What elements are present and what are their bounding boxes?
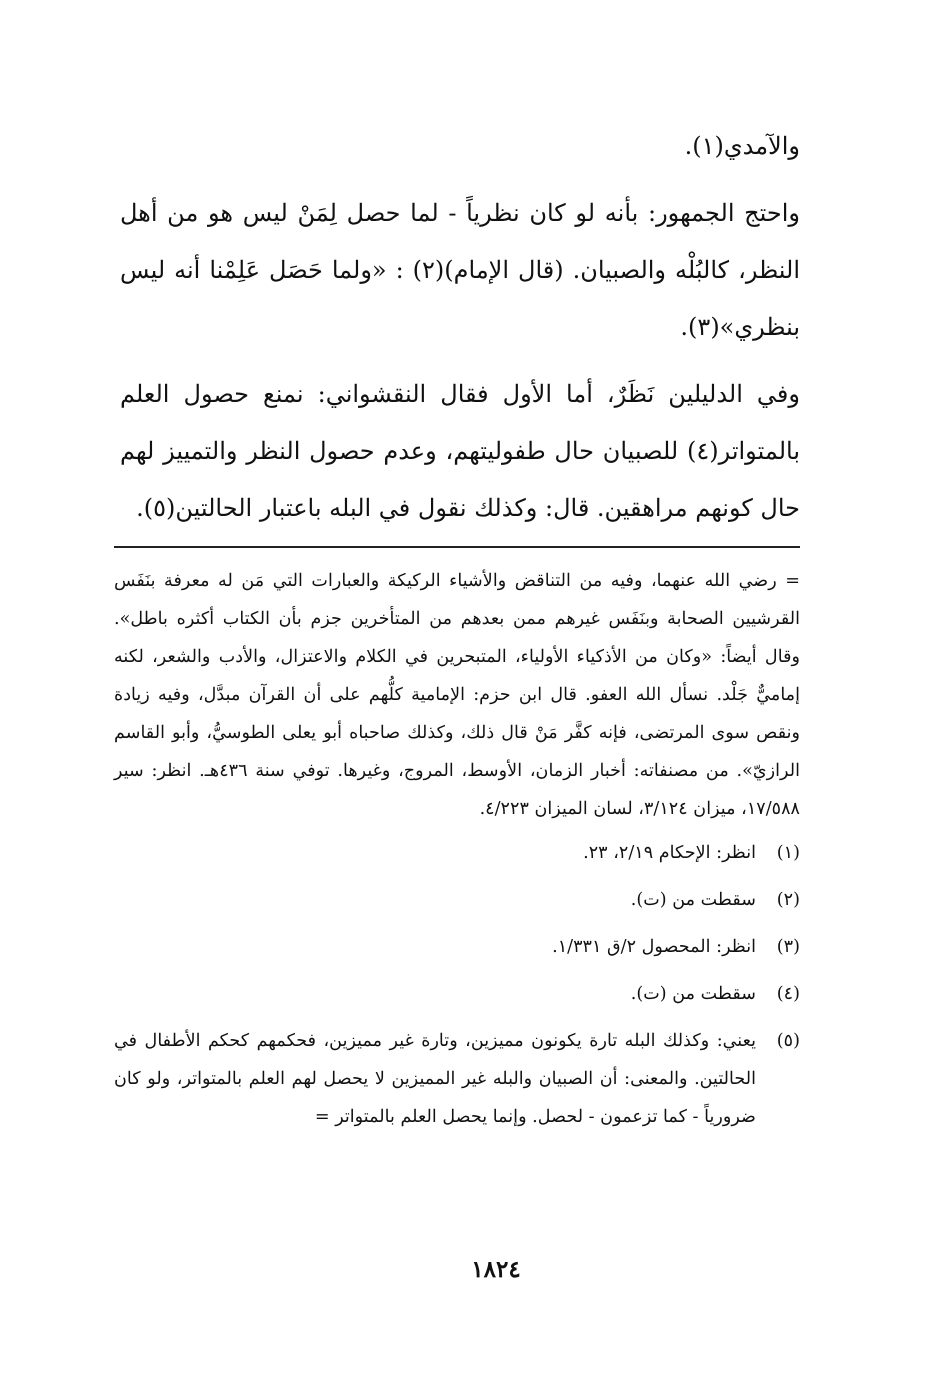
footnote-item xyxy=(114,928,800,966)
footnote-number: (٤) xyxy=(776,984,800,1004)
footnote-number: (٣) xyxy=(776,937,800,957)
footnote-number: (١) xyxy=(776,843,800,863)
footnotes-section xyxy=(114,562,800,1145)
footnote-text: انظر: الإحكام ٢/١٩، ٢٣. xyxy=(583,843,756,863)
footnote-text: يعني: وكذلك البله تارة يكونون مميزين، وتارة غير مميزين، فحكمهم كحكم الأطفال في الحالتين. والمعنى: أن الصبيان والبله غير المميزين لا يحصل لهم العلم بالمتواتر، ولو كان ضرورياً - كما تزعمون - لحصل. وإنما يحصل العلم بالمتواتر = xyxy=(114,1031,756,1127)
main-text xyxy=(120,118,800,537)
footnote-number: (٢) xyxy=(776,890,800,910)
footnote-item xyxy=(114,881,800,919)
main-paragraph-3: وفي الدليلين نَظَرٌ، أما الأول فقال النقشواني: نمنع حصول العلم بالمتواتر(٤) للصبيان حال طفوليتهم، وعدم حصول النظر والتمييز لهم حال كونهم مراهقين. قال: وكذلك نقول في البله باعتبار الحالتين(٥). xyxy=(120,380,800,522)
page-number: ١٨٢٤ xyxy=(471,1256,521,1283)
footnote-item xyxy=(114,1022,800,1136)
footnote-number: (٥) xyxy=(776,1031,800,1051)
main-paragraph-1: والآمدي(١). xyxy=(684,132,800,160)
footnote-text: انظر: المحصول ٢/ق ١/٣٣١. xyxy=(552,937,756,957)
footnote-item xyxy=(114,834,800,872)
footnote-text: سقطت من (ت). xyxy=(630,984,756,1004)
main-paragraph-2: واحتج الجمهور: بأنه لو كان نظرياً - لما حصل لِمَنْ ليس هو من أهل النظر، كالبُلْه والصبيان. (قال الإمام)(٢) : «ولما حَصَل عَلِمْنا أنه ليس بنظري»(٣). xyxy=(120,199,800,341)
footnote-text: سقطت من (ت). xyxy=(630,890,756,910)
footnote-continuation: = رضي الله عنهما، وفيه من التناقض والأشياء الركيكة والعبارات التي مَن له معرفة بنَفَس القرشيين الصحابة وبنَفَس غيرهم ممن بعدهم من المتأخرين جزم بأن الكتاب أكثره باطل». وقال أيضاً: «وكان من الأذكياء الأولياء، المتبحرين في الكلام والاعتزال، والأدب والشعر، لكنه إماميٌّ جَلْد. نسأل الله العفو. قال ابن حزم: الإمامية كلُّهم على أن القرآن مبدَّل، وفيه زيادة ونقص سوى المرتضى، فإنه كفَّر مَنْ قال ذلك، وكذلك صاحباه أبو يعلى الطوسيُّ، وأبو القاسم الرازيّ». من مصنفاته: أخبار الزمان، الأوسط، المروج، وغيرها. توفي سنة ٤٣٦هـ. انظر: سير ١٧/٥٨٨، ميزان ٣/١٢٤، لسان الميزان ٤/٢٢٣. xyxy=(114,571,800,819)
footnote-separator xyxy=(114,546,800,548)
footnote-item xyxy=(114,975,800,1013)
